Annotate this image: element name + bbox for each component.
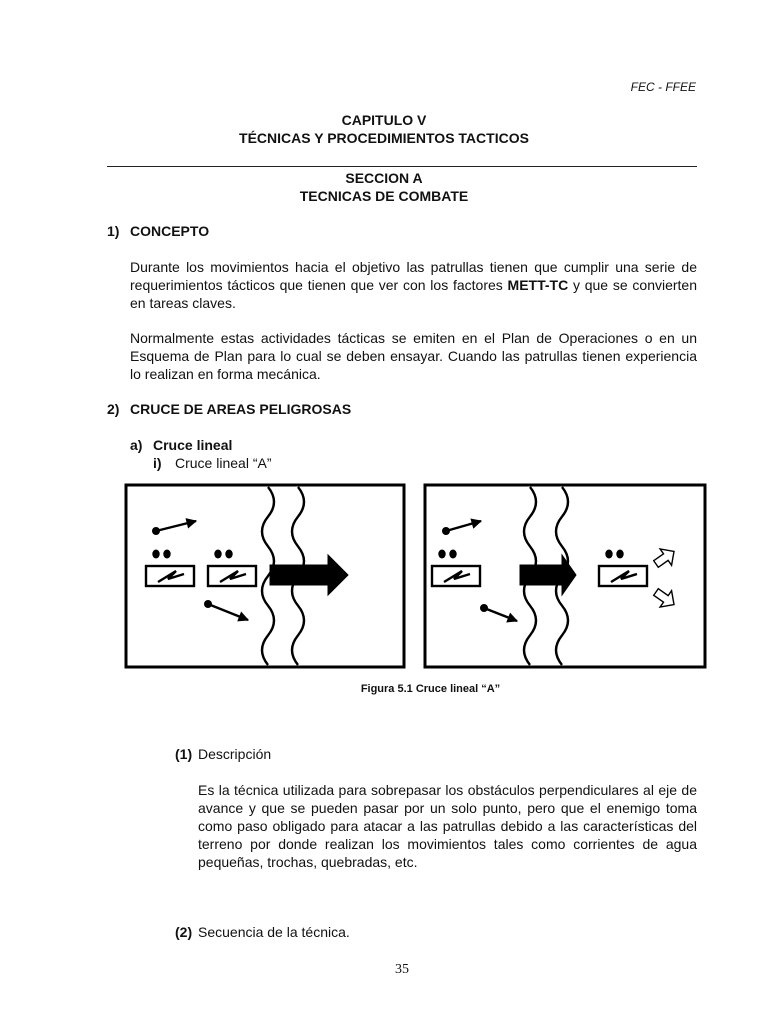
section-2-heading: CRUCE DE AREAS PELIGROSAS [130, 401, 352, 417]
chapter-title: TÉCNICAS Y PROCEDIMIENTOS TACTICOS [239, 130, 529, 146]
soldier-dot [226, 550, 232, 558]
concept-number: 1) [107, 223, 120, 239]
soldier-dot [439, 550, 445, 558]
section-number: SECCION A [345, 170, 423, 186]
figure-panel-before-crossing [126, 485, 404, 667]
item-1-number: (1) [175, 746, 193, 762]
subsection-a-heading: Cruce lineal [153, 437, 233, 453]
soldier-dot [153, 550, 159, 558]
concept-paragraph-2: Normalmente estas actividades tácticas se emiten en el Plan de Operaciones o en un Esquema de Plan para lo cual se deben ensayar. Cuando las patrullas tienen experiencia lo realizan en forma mecánica. [130, 330, 697, 382]
item-1-description: Es la técnica utilizada para sobrepasar los obstáculos perpendiculares al eje de avance y que se pueden pasar por un solo punto, pero que el enemigo toma como paso obligado para atacar a las patrullas debido a las características del terreno por donde realizan los movimientos tales como corrientes de agua pequeñas, trochas, quebradas, etc. [198, 782, 697, 870]
soldier-dot [450, 550, 456, 558]
document-reference: FEC - FFEE [630, 80, 696, 94]
section-divider [107, 166, 697, 167]
soldier-dot [164, 550, 170, 558]
item-1-heading: Descripción [198, 746, 272, 762]
mett-tc-term: METT-TC [507, 277, 569, 293]
item-2-number: (2) [175, 924, 193, 940]
section-title: TECNICAS DE COMBATE [299, 188, 469, 204]
figure-panel-after-crossing [425, 485, 705, 667]
item-2-heading: Secuencia de la técnica. [198, 924, 350, 940]
subsection-a-number: a) [130, 437, 143, 453]
concept-paragraph-1-text-a: Durante los movimientos hacia el objetivo las patrullas tienen que cumplir una serie de requerimientos tácticos que tienen que ver con los factores [130, 259, 697, 293]
soldier-dot [215, 550, 221, 558]
concept-paragraph-1 [130, 258, 697, 312]
subitem-i-heading: Cruce lineal “A” [175, 455, 272, 471]
concept-heading: CONCEPTO [130, 223, 210, 239]
concept-paragraph-1-text-b: y que se convierten en tareas claves. [130, 277, 698, 311]
soldier-dot [606, 550, 612, 558]
figure-caption: Figura 5.1 Cruce lineal “A” [360, 683, 501, 695]
page-number: 35 [395, 962, 409, 977]
section-2-number: 2) [107, 401, 120, 417]
soldier-dot [617, 550, 623, 558]
subitem-i-number: i) [153, 455, 162, 471]
crossing-figure [110, 478, 720, 678]
chapter-number: CAPITULO V [341, 112, 427, 128]
